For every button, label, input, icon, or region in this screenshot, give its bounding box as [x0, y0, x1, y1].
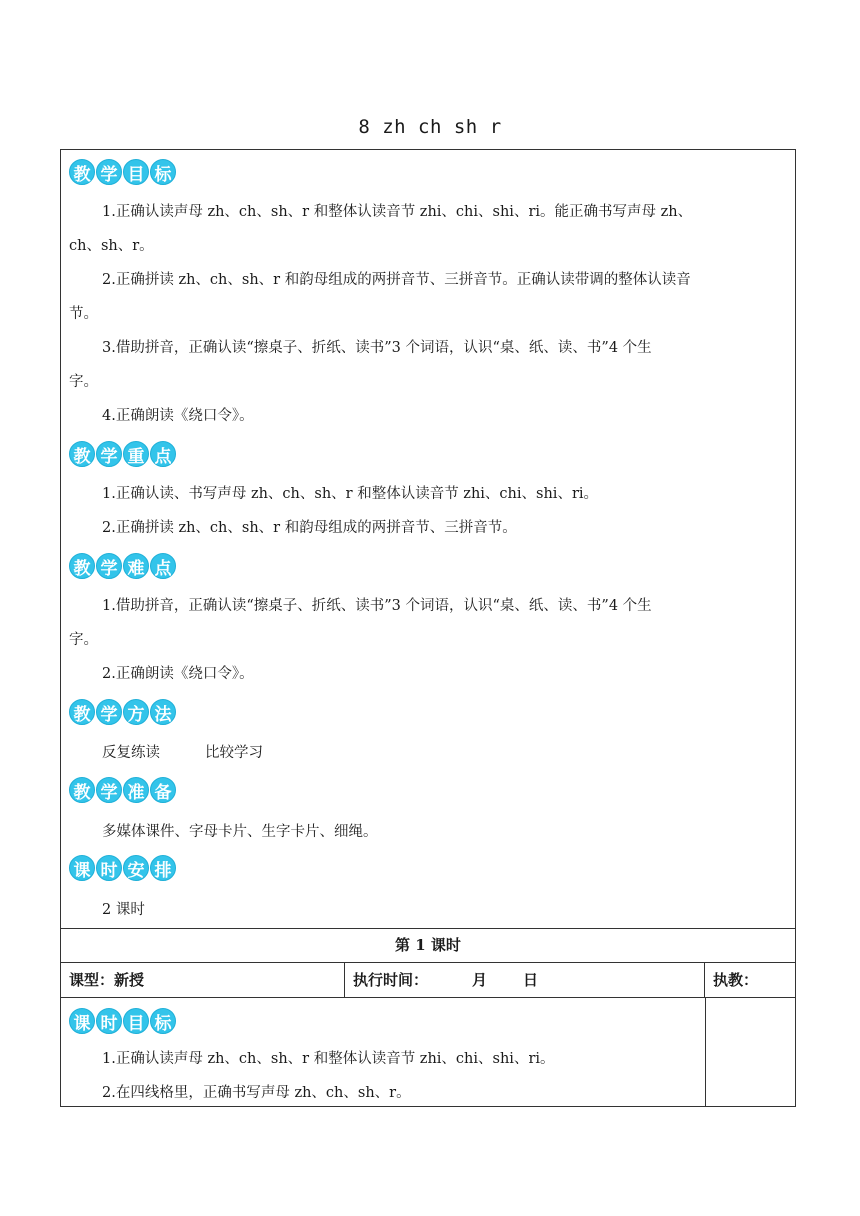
method-item: 比较学习	[205, 745, 263, 761]
badge-char: 教	[69, 699, 95, 725]
badge-char: 标	[150, 159, 176, 185]
badge-key-points	[69, 441, 176, 469]
badge-char: 学	[96, 553, 122, 579]
badge-char: 准	[123, 777, 149, 803]
difficulty-line: 2.正确朗读《绕口令》。	[102, 666, 254, 682]
badge-char: 教	[69, 777, 95, 803]
objective-line: 3.借助拼音，正确认读“擦桌子、折纸、读书”3 个词语，认识“桌、纸、读、书”4 个生	[102, 340, 652, 356]
lesson-info-row	[61, 963, 795, 998]
methods-line	[69, 744, 793, 762]
badge-char: 学	[96, 777, 122, 803]
key-point-line: 2.正确拼读 zh、ch、sh、r 和韵母组成的两拼音节、三拼音节。	[102, 520, 517, 536]
badge-char: 法	[150, 699, 176, 725]
badge-char: 备	[150, 777, 176, 803]
badge-char: 目	[123, 1008, 149, 1034]
badge-char: 难	[123, 553, 149, 579]
badge-preparation	[69, 777, 176, 805]
key-point-line: 1.正确认读、书写声母 zh、ch、sh、r 和整体认读音节 zhi、chi、shi、ri。	[102, 486, 599, 502]
schedule-line: 2 课时	[102, 902, 145, 918]
badge-char: 课	[69, 1008, 95, 1034]
execution-time-label: 执行时间：	[353, 971, 429, 989]
day-label: 日	[523, 971, 539, 989]
badge-char: 排	[150, 855, 176, 881]
lesson-goal-line: 2.在四线格里，正确书写声母 zh、ch、sh、r。	[102, 1085, 411, 1101]
badge-char: 教	[69, 441, 95, 467]
lesson-header: 第 1 课时	[61, 928, 795, 963]
objective-line: 节。	[69, 306, 98, 322]
badge-lesson-goals	[69, 1008, 176, 1036]
badge-objectives	[69, 159, 176, 187]
badge-char: 学	[96, 699, 122, 725]
badge-char: 点	[150, 441, 176, 467]
teacher-notes-cell	[705, 998, 796, 1106]
badge-methods	[69, 699, 176, 727]
method-item: 反复练读	[102, 745, 160, 761]
badge-char: 标	[150, 1008, 176, 1034]
badge-difficulties	[69, 553, 176, 581]
badge-char: 教	[69, 553, 95, 579]
lesson-goals-cell	[61, 998, 795, 1106]
badge-char: 课	[69, 855, 95, 881]
badge-char: 教	[69, 159, 95, 185]
badge-char: 时	[96, 1008, 122, 1034]
difficulty-line: 字。	[69, 632, 98, 648]
objective-line: ch、sh、r。	[69, 238, 154, 254]
execution-time	[345, 963, 705, 997]
badge-char: 方	[123, 699, 149, 725]
overview-cell	[61, 150, 795, 929]
lesson-plan-table	[60, 149, 796, 1107]
document-title: 8 zh ch sh r	[358, 116, 502, 138]
objective-line: 2.正确拼读 zh、ch、sh、r 和韵母组成的两拼音节、三拼音节。正确认读带调的整体认读音	[102, 272, 691, 288]
badge-char: 重	[123, 441, 149, 467]
badge-char: 学	[96, 441, 122, 467]
badge-schedule	[69, 855, 176, 883]
teacher: 执教：	[713, 971, 759, 989]
objective-line: 4.正确朗读《绕口令》。	[102, 408, 254, 424]
month-label: 月	[472, 971, 488, 989]
badge-char: 目	[123, 159, 149, 185]
badge-char: 点	[150, 553, 176, 579]
objective-line: 1.正确认读声母 zh、ch、sh、r 和整体认读音节 zhi、chi、shi、ri。能正确书写声母 zh、	[102, 204, 693, 220]
badge-char: 学	[96, 159, 122, 185]
lesson-type: 课型：新授	[61, 963, 345, 997]
preparation-line: 多媒体课件、字母卡片、生字卡片、细绳。	[102, 824, 378, 840]
lesson-goal-line: 1.正确认读声母 zh、ch、sh、r 和整体认读音节 zhi、chi、shi、ri。	[102, 1051, 555, 1067]
difficulty-line: 1.借助拼音，正确认读“擦桌子、折纸、读书”3 个词语，认识“桌、纸、读、书”4 个生	[102, 598, 652, 614]
objective-line: 字。	[69, 374, 98, 390]
badge-char: 时	[96, 855, 122, 881]
badge-char: 安	[123, 855, 149, 881]
